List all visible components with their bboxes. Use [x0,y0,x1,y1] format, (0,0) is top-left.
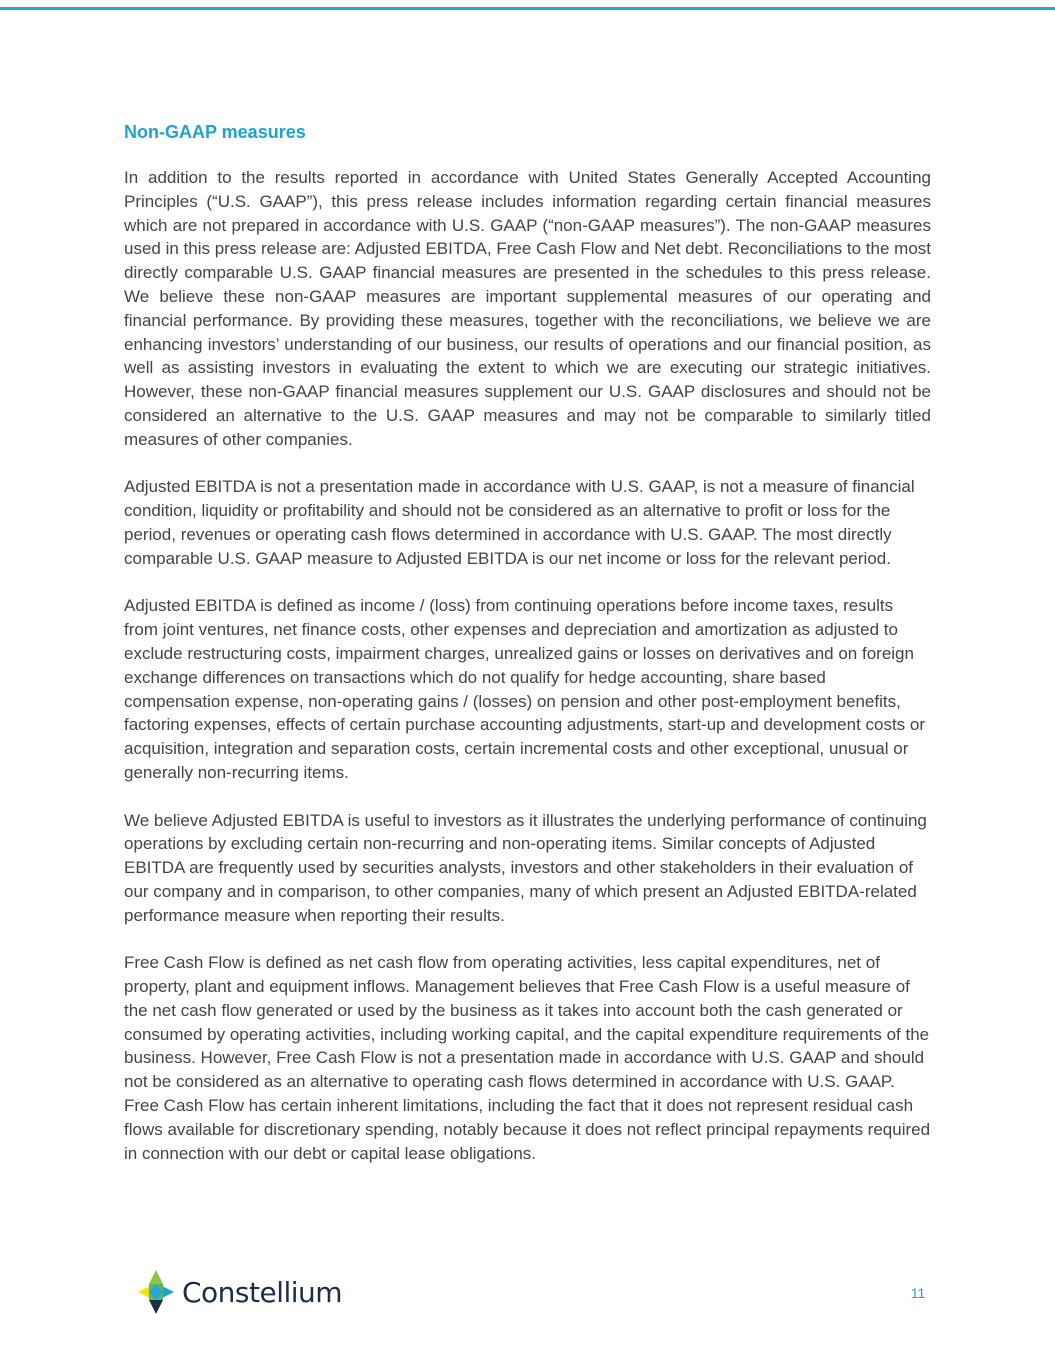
section-heading: Non-GAAP measures [124,122,306,142]
constellium-star-icon [136,1268,176,1316]
page-number: 11 [910,1285,926,1301]
logo-wordmark: Constellium [182,1275,343,1309]
paragraph-adjusted-ebitda-usefulness: We believe Adjusted EBITDA is useful to investors as it illustrates the underlying performance of continuing operations by excluding certain non-recurring and non-operating items. Similar concepts of Adjusted EBITDA are frequently used by securities analysts, investors and other stakeholders in their evaluation of our company and in comparison, to other companies, many of which present an Adjusted EBITDA-related performance measure when reporting their results. [124,810,927,925]
constellium-logo [130,1260,350,1324]
top-accent-rule [0,7,1055,10]
paragraph-free-cash-flow: Free Cash Flow is defined as net cash flow from operating activities, less capital expenditures, net of property, plant and equipment inflows. Management believes that Free Cash Flow is a useful measure of the net cash flow generated or used by the business as it takes into account both the cash generated or consumed by operating activities, including working capital, and the capital expenditure requirements of the business. However, Free Cash Flow is not a presentation made in accordance with U.S. GAAP and should not be considered as an alternative to operating cash flows determined in accordance with U.S. GAAP. Free Cash Flow has certain inherent limitations, including the fact that it does not represent residual cash flows available for discretionary spending, notably because it does not reflect principal repayments required in connection with our debt or capital lease obligations. [124,953,931,1163]
document-body [124,119,931,1189]
paragraph-adjusted-ebitda-definition: Adjusted EBITDA is defined as income / (loss) from continuing operations before income taxes, results from joint ventures, net finance costs, other expenses and depreciation and amortization as adjusted to exclude restructuring costs, impairment charges, unrealized gains or losses on derivatives and on foreign exchange differences on transactions which do not qualify for hedge accounting, share based compensation expense, non-operating gains / (losses) on pension and other post-employment benefits, factoring expenses, effects of certain purchase accounting adjustments, start-up and development costs or acquisition, integration and separation costs, certain incremental costs and other exceptional, unusual or generally non-recurring items. [124,596,926,782]
paragraph-adjusted-ebitda-gaap: Adjusted EBITDA is not a presentation made in accordance with U.S. GAAP, is not a measure of financial condition, liquidity or profitability and should not be considered as an alternative to profit or loss for the period, revenues or operating cash flows determined in accordance with U.S. GAAP. The most directly comparable U.S. GAAP measure to Adjusted EBITDA is our net income or loss for the relevant period. [124,477,915,568]
paragraph-non-gaap-intro: In addition to the results reported in accordance with United States Generally Accepted Accounting Principles (“U.S. GAAP”), this press release includes information regarding certain financial measures which are not prepared in accordance with U.S. GAAP (“non-GAAP measures”). The non-GAAP measures used in this press release are: Adjusted EBITDA, Free Cash Flow and Net debt. Reconciliations to the most directly comparable U.S. GAAP financial measures are presented in the schedules to this press release. We believe these non-GAAP measures are important supplemental measures of our operating and financial performance. By providing these measures, together with the reconciliations, we believe we are enhancing investors’ understanding of our business, our results of operations and our financial position, as well as assisting investors in evaluating the extent to which we are executing our strategic initiatives. However, these non-GAAP financial measures supplement our U.S. GAAP disclosures and should not be considered an alternative to the U.S. GAAP measures and may not be comparable to similarly titled measures of other companies. [124,168,931,449]
